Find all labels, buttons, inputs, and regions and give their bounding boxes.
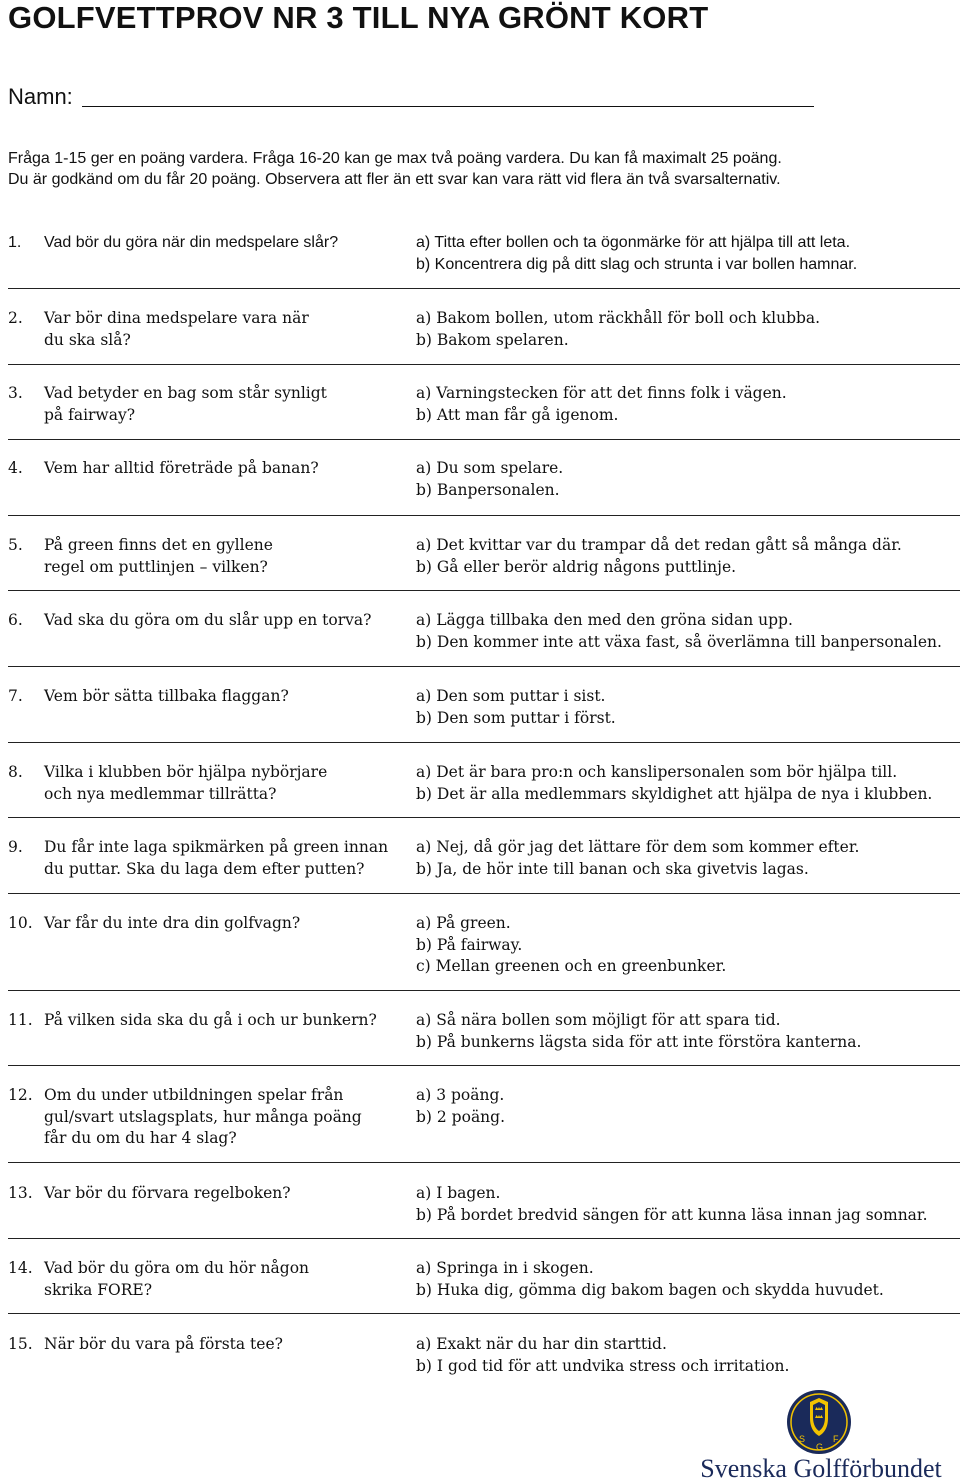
- question-number: 13.: [8, 1184, 33, 1202]
- question-text: [44, 762, 327, 805]
- answer-option[interactable]: c) Mellan greenen och en greenbunker.: [416, 957, 727, 975]
- answer-option[interactable]: a) Du som spelare.: [416, 459, 564, 477]
- answer-option[interactable]: b) Bakom spelaren.: [416, 330, 569, 349]
- answer-options: [416, 837, 859, 880]
- answer-options: [416, 913, 726, 978]
- question-number: 4.: [8, 459, 23, 477]
- question-line: På green finns det en gyllene: [44, 536, 273, 554]
- answer-option[interactable]: a) Den som puttar i sist.: [416, 687, 606, 705]
- answer-option[interactable]: a) Det kvittar var du trampar då det redan gått så många där.: [416, 536, 902, 554]
- question-line: Vem bör sätta tillbaka flaggan?: [44, 687, 289, 705]
- question-number: 5.: [8, 536, 23, 554]
- question-line: du puttar. Ska du laga dem efter putten?: [44, 859, 365, 878]
- question-item: [8, 458, 948, 538]
- question-line: Vem har alltid företräde på banan?: [44, 459, 319, 477]
- question-text: [44, 458, 319, 480]
- question-number: 1.: [8, 234, 22, 251]
- question-text: [44, 1334, 283, 1356]
- question-line: du ska slå?: [44, 330, 131, 349]
- divider: [8, 666, 960, 667]
- question-line: Vad betyder en bag som står synligt: [44, 384, 327, 402]
- divider: [8, 590, 960, 591]
- question-item: [8, 913, 948, 993]
- question-number: 10.: [8, 914, 33, 932]
- question-line: Var bör du förvara regelboken?: [44, 1184, 291, 1202]
- divider: [8, 1238, 960, 1239]
- answer-option[interactable]: a) På green.: [416, 914, 511, 932]
- question-text: [44, 1010, 377, 1032]
- answer-option[interactable]: a) Springa in i skogen.: [416, 1259, 594, 1277]
- divider: [8, 817, 960, 818]
- question-line: Vad ska du göra om du slår upp en torva?: [44, 611, 372, 629]
- divider: [8, 1313, 960, 1314]
- question-item: [8, 762, 948, 842]
- answer-option[interactable]: b) 2 poäng.: [416, 1107, 506, 1126]
- divider: [8, 742, 960, 743]
- question-number: 3.: [8, 384, 23, 402]
- answer-option[interactable]: b) På fairway.: [416, 935, 523, 954]
- question-item: [8, 686, 948, 766]
- name-input-line[interactable]: [82, 106, 814, 107]
- question-line: och nya medlemmar tillrätta?: [44, 784, 277, 803]
- crest-letter: S: [799, 1434, 806, 1444]
- question-line: När bör du vara på första tee?: [44, 1335, 283, 1353]
- answer-options: [416, 535, 902, 578]
- answer-options: [416, 686, 616, 729]
- divider: [8, 288, 960, 289]
- answer-options: [416, 1334, 789, 1377]
- question-number: 12.: [8, 1086, 33, 1104]
- question-text: [44, 308, 309, 351]
- answer-options: [416, 458, 563, 501]
- question-number: 9.: [8, 838, 23, 856]
- answer-options: [416, 1258, 884, 1301]
- answer-option[interactable]: a) Det är bara pro:n och kanslipersonalen som bör hjälpa till.: [416, 763, 898, 781]
- question-line: Var får du inte dra din golfvagn?: [44, 914, 301, 932]
- question-line: Vad bör du göra om du hör någon: [44, 1259, 310, 1277]
- divider: [8, 1065, 960, 1066]
- question-line: Om du under utbildningen spelar från: [44, 1086, 344, 1104]
- question-line: på fairway?: [44, 405, 136, 424]
- answer-option[interactable]: b) Den kommer inte att växa fast, så överlämna till banpersonalen.: [416, 632, 942, 651]
- question-line: Vad bör du göra när din medspelare slår?: [44, 234, 339, 251]
- name-label: Namn:: [8, 84, 73, 109]
- question-item: [8, 535, 948, 615]
- instruction-line: Du är godkänd om du får 20 poäng. Observera att fler än ett svar kan vara rätt vid flera än två svarsalternativ.: [8, 171, 781, 188]
- answer-options: [416, 383, 787, 426]
- answer-options: [416, 762, 932, 805]
- answer-option[interactable]: a) Lägga tillbaka den med den gröna sidan upp.: [416, 611, 793, 629]
- question-item: [8, 308, 948, 388]
- answer-option[interactable]: b) Det är alla medlemmars skyldighet att hjälpa de nya i klubben.: [416, 784, 933, 803]
- question-item: [8, 1258, 948, 1338]
- question-line: gul/svart utslagsplats, hur många poäng: [44, 1107, 362, 1126]
- divider: [8, 439, 960, 440]
- question-item: [8, 837, 948, 917]
- question-text: [44, 686, 289, 708]
- question-line: får du om du har 4 slag?: [44, 1129, 237, 1147]
- question-line: regel om puttlinjen – vilken?: [44, 557, 268, 576]
- question-line: skrika FORE?: [44, 1280, 153, 1299]
- question-text: [44, 837, 388, 880]
- divider: [8, 364, 960, 365]
- answer-option[interactable]: b) På bunkerns lägsta sida för att inte förstöra kanterna.: [416, 1032, 862, 1051]
- answer-option[interactable]: b) Banpersonalen.: [416, 480, 560, 499]
- question-number: 6.: [8, 611, 23, 629]
- answer-option[interactable]: b) Koncentrera dig på ditt slag och strunta i var bollen hamnar.: [416, 255, 858, 273]
- question-text: [44, 535, 273, 578]
- answer-options: [416, 308, 820, 351]
- answer-option[interactable]: b) Ja, de hör inte till banan och ska givetvis lagas.: [416, 859, 809, 878]
- question-text: [44, 232, 338, 254]
- question-line: Vilka i klubben bör hjälpa nybörjare: [44, 763, 328, 781]
- answer-option[interactable]: a) Exakt när du har din starttid.: [416, 1335, 667, 1353]
- answer-option[interactable]: b) I god tid för att undvika stress och irritation.: [416, 1356, 790, 1375]
- divider: [8, 1162, 960, 1163]
- answer-option[interactable]: b) Gå eller berör aldrig någons puttlinje.: [416, 557, 737, 576]
- question-text: [44, 610, 371, 632]
- question-line: Du får inte laga spikmärken på green innan: [44, 838, 389, 856]
- question-line: På vilken sida ska du gå i och ur bunkern?: [44, 1011, 377, 1029]
- answer-option[interactable]: a) I bagen.: [416, 1184, 501, 1202]
- sgf-crest-icon: [786, 1388, 852, 1456]
- answer-option[interactable]: a) 3 poäng.: [416, 1086, 505, 1104]
- instruction-line: Fråga 1-15 ger en poäng vardera. Fråga 16-20 kan ge max två poäng vardera. Du kan få maximalt 25 poäng.: [8, 150, 782, 167]
- answer-option[interactable]: b) Den som puttar i först.: [416, 708, 616, 727]
- brand-name: Svenska Golfförbundet: [700, 1454, 942, 1483]
- divider: [8, 893, 960, 894]
- question-text: [44, 1183, 291, 1205]
- divider: [8, 515, 960, 516]
- question-number: 14.: [8, 1259, 33, 1277]
- answer-option[interactable]: a) Nej, då gör jag det lättare för dem som kommer efter.: [416, 838, 860, 856]
- question-item: [8, 232, 948, 312]
- crest-letter: G: [816, 1442, 824, 1452]
- answer-options: [416, 232, 857, 275]
- question-text: [44, 913, 300, 935]
- question-number: 7.: [8, 687, 23, 705]
- question-number: 11.: [8, 1011, 33, 1029]
- answer-options: [416, 610, 942, 653]
- question-text: [44, 1085, 362, 1150]
- answer-option[interactable]: b) På bordet bredvid sängen för att kunna läsa innan jag somnar.: [416, 1205, 928, 1224]
- question-number: 15.: [8, 1335, 33, 1353]
- question-item: [8, 383, 948, 463]
- answer-option[interactable]: b) Huka dig, gömma dig bakom bagen och skydda huvudet.: [416, 1280, 884, 1299]
- instructions: [8, 148, 782, 190]
- question-text: [44, 383, 327, 426]
- answer-options: [416, 1183, 928, 1226]
- answer-option[interactable]: a) Så nära bollen som möjligt för att spara tid.: [416, 1011, 781, 1029]
- svenska-golfforbundet-logo: [690, 1388, 952, 1484]
- question-item: [8, 1183, 948, 1263]
- question-item: [8, 1010, 948, 1090]
- question-number: 8.: [8, 763, 23, 781]
- crest-letter: F: [833, 1434, 839, 1444]
- answer-option[interactable]: a) Bakom bollen, utom räckhåll för boll och klubba.: [416, 309, 821, 327]
- question-number: 2.: [8, 309, 23, 327]
- divider: [8, 990, 960, 991]
- answer-options: [416, 1085, 505, 1128]
- answer-option[interactable]: a) Varningstecken för att det finns folk i vägen.: [416, 384, 787, 402]
- question-item: [8, 610, 948, 690]
- answer-option[interactable]: b) Att man får gå igenom.: [416, 405, 619, 424]
- page-title: GOLFVETTPROV NR 3 TILL NYA GRÖNT KORT: [8, 0, 709, 35]
- answer-option[interactable]: a) Titta efter bollen och ta ögonmärke för att hjälpa till att leta.: [416, 234, 851, 251]
- question-text: [44, 1258, 309, 1301]
- question-item: [8, 1085, 948, 1165]
- answer-options: [416, 1010, 861, 1053]
- question-line: Var bör dina medspelare vara när: [44, 309, 309, 327]
